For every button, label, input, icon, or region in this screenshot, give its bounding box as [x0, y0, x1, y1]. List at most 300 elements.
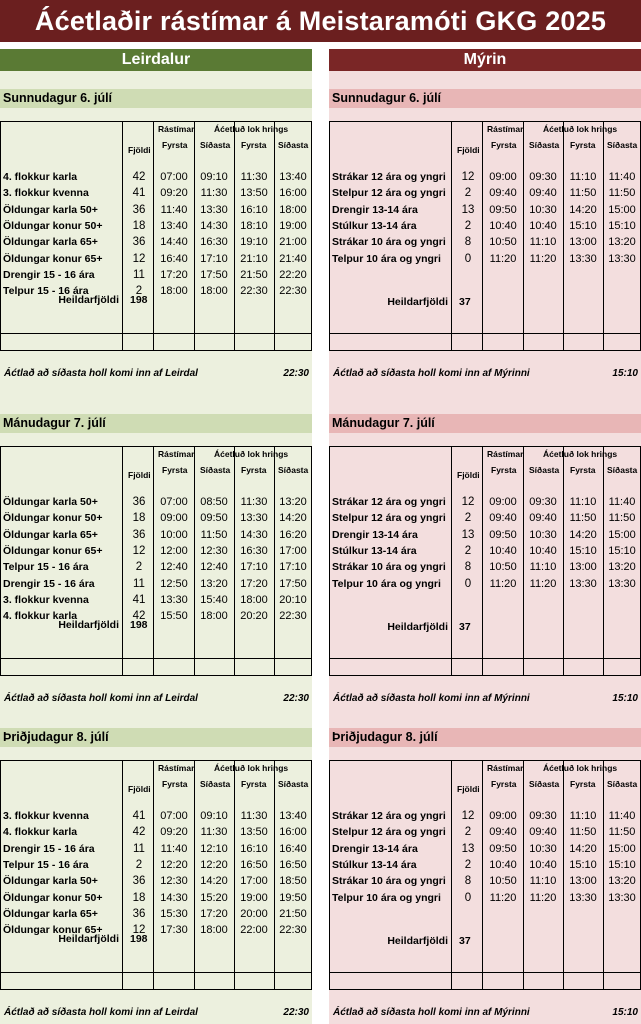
header-fyrsta-end: Fyrsta — [570, 465, 596, 475]
start-last: 17:10 — [200, 252, 228, 265]
day-label: Sunnudagur 6. júlí — [0, 89, 312, 108]
start-last: 11:10 — [529, 561, 557, 574]
start-last: 09:10 — [200, 810, 228, 822]
header-aetlud-lok: Áćetluð lok hrings — [214, 124, 289, 134]
finish-estimate — [330, 691, 641, 707]
class-name: 4. flokkur karla — [3, 610, 78, 623]
class-name: Öldungar konur 65+ — [3, 252, 103, 265]
course-header: Leirdalur — [0, 49, 312, 71]
start-first: 09:00 — [489, 496, 517, 508]
finish-estimate-text: Áćtlað að síðasta holl komi inn af Leirdal — [4, 368, 198, 379]
end-first: 19:10 — [240, 236, 268, 249]
header-rastimar: Rástímar — [158, 763, 195, 773]
player-count: 42 — [132, 610, 146, 623]
player-count: 2 — [135, 285, 143, 298]
day-label: Mánudagur 7. júlí — [0, 414, 312, 433]
end-last: 13:30 — [608, 577, 636, 590]
day-label: Mánudagur 7. júlí — [329, 414, 641, 433]
finish-estimate-time: 22:30 — [283, 368, 309, 379]
start-last: 15:20 — [200, 891, 228, 904]
header-aetlud-lok: Áćetluð lok hrings — [214, 449, 289, 459]
start-last: 11:10 — [529, 875, 557, 888]
table-row — [1, 512, 311, 528]
class-name: Telpur 15 - 16 ára — [3, 858, 89, 871]
schedule-table — [0, 446, 312, 704]
end-last: 19:00 — [279, 219, 307, 232]
finish-estimate-text: Áćtlað að síðasta holl komi inn af Mýrinni — [333, 693, 530, 704]
total-value: 37 — [459, 296, 471, 308]
end-last: 13:20 — [608, 875, 636, 888]
class-name: Drengir 15 - 16 ára — [3, 842, 95, 855]
end-first: 17:20 — [240, 577, 268, 590]
end-last: 13:40 — [279, 810, 307, 822]
day-section — [0, 89, 312, 379]
class-name: Strákar 10 ára og yngri — [332, 875, 446, 888]
page-title: Áćetlaðir rástímar á Meistaramóti GKG 2025 — [0, 0, 641, 42]
end-first: 15:10 — [569, 858, 597, 871]
footer-divider — [330, 972, 640, 973]
start-first: 13:40 — [160, 219, 188, 232]
header-fyrsta-start: Fyrsta — [491, 465, 517, 475]
table-row — [330, 496, 640, 512]
header-rastimar: Rástímar — [158, 449, 195, 459]
class-name: Drengir 15 - 16 ára — [3, 268, 95, 281]
finish-estimate-time: 22:30 — [283, 693, 309, 704]
start-first: 11:40 — [160, 842, 188, 855]
player-count: 18 — [132, 512, 146, 525]
class-name: Stelpur 12 ára og yngri — [332, 512, 446, 525]
player-count: 2 — [464, 512, 472, 525]
start-last: 09:10 — [200, 171, 228, 183]
end-last: 11:50 — [608, 826, 636, 839]
finish-estimate — [1, 366, 313, 382]
start-first: 09:40 — [489, 826, 517, 839]
start-first: 11:20 — [489, 891, 517, 904]
header-fjoldi: Fjöldi — [457, 470, 480, 480]
end-last: 11:50 — [608, 187, 636, 200]
start-first: 12:20 — [160, 858, 188, 871]
table-row — [1, 269, 311, 285]
day-label: Sunnudagur 6. júlí — [329, 89, 641, 108]
end-last: 11:40 — [608, 496, 636, 508]
start-first: 09:00 — [489, 171, 517, 183]
class-name: Strákar 12 ára og yngri — [332, 496, 446, 508]
header-aetlud-lok: Áćetluð lok hrings — [214, 763, 289, 773]
header-fjoldi: Fjöldi — [457, 145, 480, 155]
header-fyrsta-start: Fyrsta — [491, 779, 517, 789]
class-name: Drengir 13-14 ára — [332, 842, 418, 855]
table-row — [330, 826, 640, 842]
start-first: 07:00 — [160, 171, 188, 183]
table-row — [330, 561, 640, 577]
table-row — [1, 496, 311, 512]
start-last: 14:20 — [200, 875, 228, 888]
class-name: Stúlkur 13-14 ára — [332, 858, 417, 871]
total-value: 37 — [459, 621, 471, 633]
end-first: 21:50 — [240, 268, 268, 281]
table-row — [1, 236, 311, 252]
player-count: 36 — [132, 203, 146, 216]
end-last: 13:20 — [608, 236, 636, 249]
schedule-table — [329, 760, 641, 1018]
finish-estimate-text: Áćtlað að síðasta holl komi inn af Leirdal — [4, 1007, 198, 1018]
end-last: 16:20 — [279, 528, 307, 541]
header-fyrsta-start: Fyrsta — [162, 465, 188, 475]
total-value: 198 — [130, 933, 148, 945]
start-last: 10:40 — [529, 858, 557, 871]
end-first: 13:00 — [569, 236, 597, 249]
start-last: 18:00 — [200, 924, 228, 937]
end-first: 13:30 — [569, 252, 597, 265]
start-first: 16:40 — [160, 252, 188, 265]
player-count: 36 — [132, 907, 146, 920]
table-row — [1, 285, 311, 301]
player-count: 36 — [132, 875, 146, 888]
class-name: 3. flokkur kvenna — [3, 593, 89, 606]
class-name: Drengir 15 - 16 ára — [3, 577, 95, 590]
header-sidasta-start: Síðasta — [200, 779, 231, 789]
player-count: 36 — [132, 528, 146, 541]
table-row — [330, 253, 640, 269]
course-column-leirdalur — [0, 49, 312, 1018]
end-first: 11:10 — [569, 171, 597, 183]
finish-estimate — [330, 1005, 641, 1021]
class-name: Öldungar konur 65+ — [3, 924, 103, 937]
header-sidasta-start: Síðasta — [200, 140, 231, 150]
table-row — [1, 220, 311, 236]
finish-estimate-text: Áćtlað að síðasta holl komi inn af Leirdal — [4, 693, 198, 704]
class-name: Drengir 13-14 ára — [332, 203, 418, 216]
day-section — [329, 728, 641, 1018]
header-sidasta-end: Síðasta — [278, 140, 309, 150]
start-last: 16:30 — [200, 236, 228, 249]
end-first: 16:30 — [240, 544, 268, 557]
start-first: 09:00 — [489, 810, 517, 822]
player-count: 36 — [132, 496, 146, 508]
table-row — [1, 810, 311, 826]
total-label: Heildarfjöldi — [58, 294, 119, 306]
header-aetlud-lok: Áćetluð lok hrings — [543, 449, 618, 459]
start-last: 18:00 — [200, 285, 228, 298]
header-fyrsta-start: Fyrsta — [162, 140, 188, 150]
end-last: 15:00 — [608, 528, 636, 541]
class-name: Öldungar karla 65+ — [3, 236, 98, 249]
class-name: Strákar 10 ára og yngri — [332, 236, 446, 249]
start-first: 15:50 — [160, 610, 188, 623]
table-row — [1, 859, 311, 875]
header-sidasta-start: Síðasta — [529, 779, 560, 789]
end-last: 11:50 — [608, 512, 636, 525]
end-first: 22:00 — [240, 924, 268, 937]
start-first: 18:00 — [160, 285, 188, 298]
class-name: 3. flokkur kvenna — [3, 810, 89, 822]
finish-estimate — [1, 691, 313, 707]
footer-divider — [1, 972, 311, 973]
player-count: 41 — [132, 187, 146, 200]
start-last: 11:20 — [529, 577, 557, 590]
start-last: 11:20 — [529, 252, 557, 265]
end-first: 13:50 — [240, 826, 268, 839]
end-first: 11:10 — [569, 810, 597, 822]
start-first: 14:40 — [160, 236, 188, 249]
class-name: Öldungar konur 50+ — [3, 891, 103, 904]
end-first: 11:30 — [240, 496, 268, 508]
start-first: 09:50 — [489, 203, 517, 216]
end-first: 11:30 — [240, 810, 268, 822]
header-aetlud-lok: Áćetluð lok hrings — [543, 763, 618, 773]
player-count: 12 — [132, 924, 146, 937]
header-sidasta-start: Síðasta — [529, 140, 560, 150]
table-row — [330, 171, 640, 187]
header-sidasta-end: Síðasta — [607, 779, 638, 789]
start-first: 14:30 — [160, 891, 188, 904]
class-name: Öldungar karla 50+ — [3, 875, 98, 888]
end-last: 21:50 — [279, 907, 307, 920]
start-last: 17:20 — [200, 907, 228, 920]
schedule-table — [329, 446, 641, 704]
player-count: 2 — [464, 187, 472, 200]
start-first: 15:30 — [160, 907, 188, 920]
start-last: 11:50 — [200, 528, 228, 541]
end-first: 16:50 — [240, 858, 268, 871]
day-section — [329, 414, 641, 704]
footer-divider — [330, 333, 640, 334]
header-sidasta-end: Síðasta — [607, 465, 638, 475]
table-row — [330, 529, 640, 545]
class-name: 3. flokkur kvenna — [3, 187, 89, 200]
table-row — [330, 204, 640, 220]
end-first: 16:10 — [240, 203, 268, 216]
end-last: 11:40 — [608, 171, 636, 183]
footer-divider — [330, 658, 640, 659]
start-first: 12:00 — [160, 544, 188, 557]
player-count: 2 — [464, 544, 472, 557]
end-first: 11:50 — [569, 826, 597, 839]
end-first: 13:00 — [569, 561, 597, 574]
start-last: 10:40 — [529, 219, 557, 232]
table-row — [1, 204, 311, 220]
end-last: 15:10 — [608, 858, 636, 871]
end-last: 18:50 — [279, 875, 307, 888]
end-first: 20:20 — [240, 610, 268, 623]
end-first: 16:10 — [240, 842, 268, 855]
player-count: 41 — [132, 593, 146, 606]
end-first: 14:20 — [569, 528, 597, 541]
table-row — [1, 578, 311, 594]
start-first: 09:50 — [489, 842, 517, 855]
class-name: Telpur 15 - 16 ára — [3, 561, 89, 574]
player-count: 8 — [464, 561, 472, 574]
start-first: 13:30 — [160, 593, 188, 606]
class-name: Stúlkur 13-14 ára — [332, 219, 417, 232]
player-count: 12 — [461, 496, 475, 508]
end-first: 22:30 — [240, 285, 268, 298]
end-last: 22:30 — [279, 924, 307, 937]
header-rastimar: Rástímar — [487, 449, 524, 459]
end-first: 18:10 — [240, 219, 268, 232]
end-first: 13:50 — [240, 187, 268, 200]
start-last: 12:30 — [200, 544, 228, 557]
table-row — [330, 545, 640, 561]
header-sidasta-end: Síðasta — [607, 140, 638, 150]
header-fyrsta-start: Fyrsta — [162, 779, 188, 789]
end-last: 16:40 — [279, 842, 307, 855]
class-name: Telpur 10 ára og yngri — [332, 577, 441, 590]
footer-divider — [1, 333, 311, 334]
player-count: 36 — [132, 236, 146, 249]
header-fjoldi: Fjöldi — [128, 470, 151, 480]
player-count: 2 — [464, 826, 472, 839]
total-label: Heildarfjöldi — [387, 935, 448, 947]
player-count: 0 — [464, 577, 472, 590]
start-first: 10:50 — [489, 875, 517, 888]
start-last: 12:10 — [200, 842, 228, 855]
player-count: 2 — [464, 219, 472, 232]
table-row — [1, 545, 311, 561]
player-count: 11 — [133, 842, 145, 855]
table-row — [1, 875, 311, 891]
end-last: 15:10 — [608, 219, 636, 232]
end-last: 17:10 — [279, 561, 307, 574]
end-last: 17:00 — [279, 544, 307, 557]
total-label: Heildarfjöldi — [58, 933, 119, 945]
start-last: 09:30 — [529, 171, 557, 183]
end-last: 17:50 — [279, 577, 307, 590]
table-row — [330, 512, 640, 528]
start-last: 11:30 — [200, 187, 228, 200]
table-row — [330, 859, 640, 875]
finish-estimate-text: Áćtlað að síðasta holl komi inn af Mýrinni — [333, 1007, 530, 1018]
table-row — [1, 594, 311, 610]
table-row — [1, 908, 311, 924]
start-first: 17:20 — [160, 268, 188, 281]
class-name: 4. flokkur karla — [3, 826, 78, 839]
table-row — [330, 187, 640, 203]
end-last: 16:50 — [279, 858, 307, 871]
class-name: Drengir 13-14 ára — [332, 528, 418, 541]
header-rastimar: Rástímar — [158, 124, 195, 134]
class-name: 4. flokkur karla — [3, 171, 78, 183]
class-name: Stúlkur 13-14 ára — [332, 544, 417, 557]
start-first: 10:40 — [489, 858, 517, 871]
end-last: 13:30 — [608, 891, 636, 904]
player-count: 18 — [132, 891, 146, 904]
class-name: Öldungar karla 65+ — [3, 907, 98, 920]
schedule-table — [0, 121, 312, 379]
start-last: 13:20 — [200, 577, 228, 590]
end-first: 19:00 — [240, 891, 268, 904]
header-fyrsta-end: Fyrsta — [570, 140, 596, 150]
end-last: 22:30 — [279, 285, 307, 298]
table-row — [1, 826, 311, 842]
player-count: 0 — [464, 891, 472, 904]
start-first: 09:20 — [160, 826, 188, 839]
start-last: 09:40 — [529, 826, 557, 839]
class-name: Strákar 12 ára og yngri — [332, 810, 446, 822]
total-label: Heildarfjöldi — [387, 296, 448, 308]
end-first: 13:30 — [569, 577, 597, 590]
player-count: 11 — [133, 268, 145, 281]
end-first: 11:10 — [569, 496, 597, 508]
start-last: 11:30 — [200, 826, 228, 839]
table-row — [1, 171, 311, 187]
end-first: 13:30 — [569, 891, 597, 904]
end-first: 13:00 — [569, 875, 597, 888]
start-last: 11:10 — [529, 236, 557, 249]
header-fjoldi: Fjöldi — [128, 784, 151, 794]
start-first: 09:50 — [489, 528, 517, 541]
start-last: 10:30 — [529, 528, 557, 541]
start-first: 10:40 — [489, 544, 517, 557]
start-last: 15:40 — [200, 593, 228, 606]
start-first: 07:00 — [160, 496, 188, 508]
end-last: 13:40 — [279, 171, 307, 183]
table-row — [1, 187, 311, 203]
table-row — [330, 578, 640, 594]
table-row — [1, 561, 311, 577]
total-value: 198 — [130, 619, 148, 631]
end-last: 13:20 — [279, 496, 307, 508]
total-value: 37 — [459, 935, 471, 947]
finish-estimate-time: 15:10 — [612, 1007, 638, 1018]
class-name: Öldungar konur 50+ — [3, 512, 103, 525]
start-first: 11:40 — [160, 203, 188, 216]
finish-estimate-time: 15:10 — [612, 693, 638, 704]
class-name: Öldungar karla 50+ — [3, 496, 98, 508]
day-section — [329, 89, 641, 379]
class-name: Telpur 10 ára og yngri — [332, 891, 441, 904]
header-aetlud-lok: Áćetluð lok hrings — [543, 124, 618, 134]
start-first: 07:00 — [160, 810, 188, 822]
end-last: 13:20 — [608, 561, 636, 574]
start-last: 10:40 — [529, 544, 557, 557]
end-first: 11:30 — [240, 171, 268, 183]
start-last: 09:40 — [529, 187, 557, 200]
end-last: 11:40 — [608, 810, 636, 822]
end-last: 14:20 — [279, 512, 307, 525]
class-name: Öldungar karla 50+ — [3, 203, 98, 216]
start-first: 12:30 — [160, 875, 188, 888]
end-first: 21:10 — [240, 252, 268, 265]
table-row — [1, 843, 311, 859]
header-fyrsta-start: Fyrsta — [491, 140, 517, 150]
table-row — [330, 810, 640, 826]
header-fyrsta-end: Fyrsta — [241, 465, 267, 475]
schedule-table — [329, 121, 641, 379]
header-rastimar: Rástímar — [487, 763, 524, 773]
class-name: Öldungar konur 65+ — [3, 544, 103, 557]
course-header: Mýrin — [329, 49, 641, 71]
start-last: 11:20 — [529, 891, 557, 904]
start-first: 10:50 — [489, 561, 517, 574]
start-last: 18:00 — [200, 610, 228, 623]
start-first: 09:40 — [489, 512, 517, 525]
header-fyrsta-end: Fyrsta — [241, 779, 267, 789]
player-count: 2 — [464, 858, 472, 871]
table-row — [1, 924, 311, 940]
header-rastimar: Rástímar — [487, 124, 524, 134]
start-first: 09:20 — [160, 187, 188, 200]
start-last: 08:50 — [200, 496, 228, 508]
total-label: Heildarfjöldi — [58, 619, 119, 631]
table-row — [330, 843, 640, 859]
total-label: Heildarfjöldi — [387, 621, 448, 633]
player-count: 11 — [133, 577, 145, 590]
end-last: 15:10 — [608, 544, 636, 557]
table-row — [330, 236, 640, 252]
player-count: 8 — [464, 875, 472, 888]
start-first: 17:30 — [160, 924, 188, 937]
